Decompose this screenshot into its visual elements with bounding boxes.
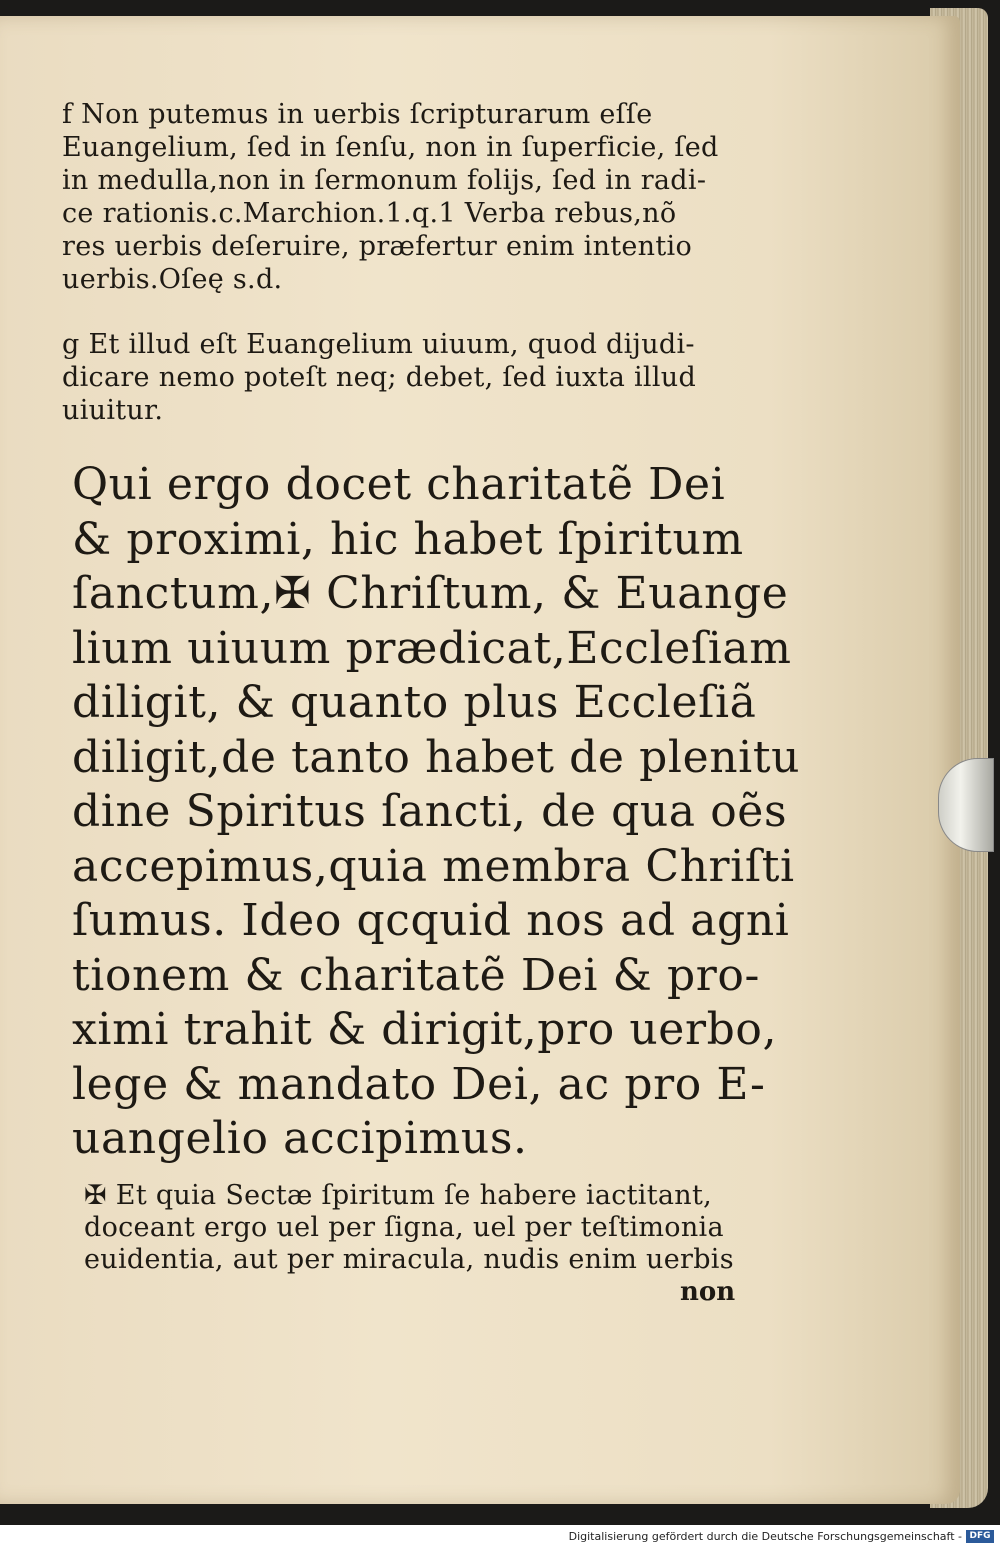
main-line: uangelio accipimus. <box>72 1113 528 1164</box>
footer-credit: Digitalisierung gefördert durch die Deutsche Forschungsgemeinschaft - <box>568 1530 962 1543</box>
footer-bar <box>0 1525 1000 1547</box>
note-line: dicare nemo poteſt neq; debet, ſed iuxta illud <box>62 362 697 393</box>
note-line: Euangelium, ſed in ſenſu, non in ſuperficie, ſed <box>62 132 719 163</box>
main-line: lege & mandato Dei, ac pro E- <box>72 1058 766 1110</box>
main-line: accepimus,quia membra Chriſti <box>72 840 795 892</box>
main-line: ſanctum,✠ Chriſtum, & Euange <box>72 568 789 619</box>
main-line: & proximi, hic habet ſpiritum <box>72 513 744 565</box>
note-line: uerbis.Oſeę s.d. <box>62 264 283 295</box>
main-line: Qui ergo docet charitatẽ Dei <box>72 459 726 510</box>
note-line: in medulla,non in ſermonum folijs, ſed in radi- <box>62 165 707 196</box>
marginal-note-f <box>62 98 722 296</box>
note-line: res uerbis deſeruire, præfertur enim intentio <box>62 231 693 262</box>
main-text-block <box>72 458 801 1167</box>
main-line: diligit,de tanto habet de plenitu <box>72 731 801 783</box>
marginal-note-g <box>62 328 722 427</box>
note-line: f Non putemus in uerbis ſcripturarum eſſe <box>62 99 653 130</box>
note-line: g Et illud eſt Euangelium uiuum, quod dijudi- <box>62 329 695 360</box>
note-line: euidentia, aut per miracula, nudis enim uerbis <box>84 1244 734 1275</box>
main-line: dine Spiritus ſancti, de qua oẽs <box>72 786 788 837</box>
main-line: tionem & charitatẽ Dei & pro- <box>72 949 760 1001</box>
main-line: lium uiuum prædicat,Eccleſiam <box>72 622 792 674</box>
main-line: diligit, & quanto plus Eccleſiã <box>72 677 757 728</box>
dfg-logo-icon: DFG <box>966 1530 994 1543</box>
main-line: ximi trahit & dirigit,pro uerbo, <box>72 1004 778 1055</box>
marginal-note-cross <box>84 1180 744 1276</box>
note-line: doceant ergo uel per ſigna, uel per teſtimonia <box>84 1212 724 1243</box>
catchword: non <box>680 1277 736 1307</box>
note-line: ✠ Et quia Sectæ ſpiritum ſe habere iactitant, <box>84 1180 712 1211</box>
main-line: ſumus. Ideo qcquid nos ad agni <box>72 895 790 946</box>
note-line: uiuitur. <box>62 395 164 426</box>
note-line: ce rationis.c.Marchion.1.q.1 Verba rebus,nõ <box>62 198 677 229</box>
